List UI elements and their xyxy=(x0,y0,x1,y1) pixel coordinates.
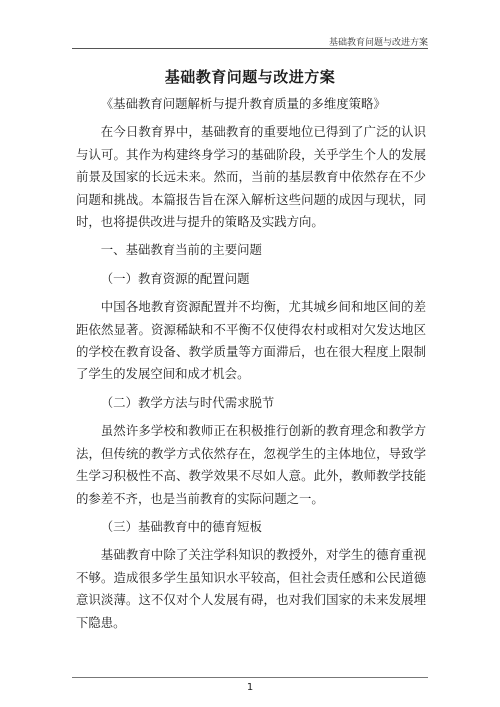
body-paragraph-3: 基础教育中除了关注学科知识的教授外，对学生的德育重视不够。造成很多学生虽知识水平较高，但社会责任感和公民道德意识淡薄。这不仅对个人发展有碍，也对我们国家的未来发展埋下隐患。 xyxy=(76,547,426,630)
body-paragraph-1: 中国各地教育资源配置并不均衡，尤其城乡间和地区间的差距依然显著。资源稀缺和不平衡不仅使得农村或相对欠发达地区的学校在教育设备、教学质量等方面滞后，也在很大程度上限制了学生的发展空间和成才机会。 xyxy=(76,299,426,382)
running-header: 基础教育问题与改进方案 xyxy=(328,38,428,48)
document-title: 基础教育问题与改进方案 xyxy=(164,68,336,86)
footer-divider xyxy=(72,677,428,678)
page-number: 1 xyxy=(246,682,254,693)
section-heading: 一、基础教育当前的主要问题 xyxy=(100,242,262,258)
subsection-heading-1: （一）教育资源的配置问题 xyxy=(100,270,250,286)
subsection-heading-2: （二）教学方法与时代需求脱节 xyxy=(100,394,275,410)
subtitle-paragraph: 《基础教育问题解析与提升教育质量的多维度策略》 xyxy=(100,96,386,111)
subsection-heading-3: （三）基础教育中的德育短板 xyxy=(100,518,262,534)
body-paragraph-2: 虽然许多学校和教师正在积极推行创新的教育理念和教学方法，但传统的教学方式依然存在，忽视学生的主体地位，导致学生学习积极性不高、教学效果不尽如人意。此外，教师教学技能的参差不齐，也是当前教育的实际问题之一。 xyxy=(76,423,426,506)
intro-paragraph: 在今日教育界中，基础教育的重要地位已得到了广泛的认识与认可。其作为构建终身学习的基础阶段，关乎学生个人的发展前景及国家的长远未来。然而，当前的基层教育中依然存在不少问题和挑战。本篇报告旨在深入解析这些问题的成因与现状，同时，也将提供改进与提升的策略及实践方向。 xyxy=(76,124,426,230)
document-body xyxy=(76,93,426,640)
header-divider xyxy=(72,48,428,49)
